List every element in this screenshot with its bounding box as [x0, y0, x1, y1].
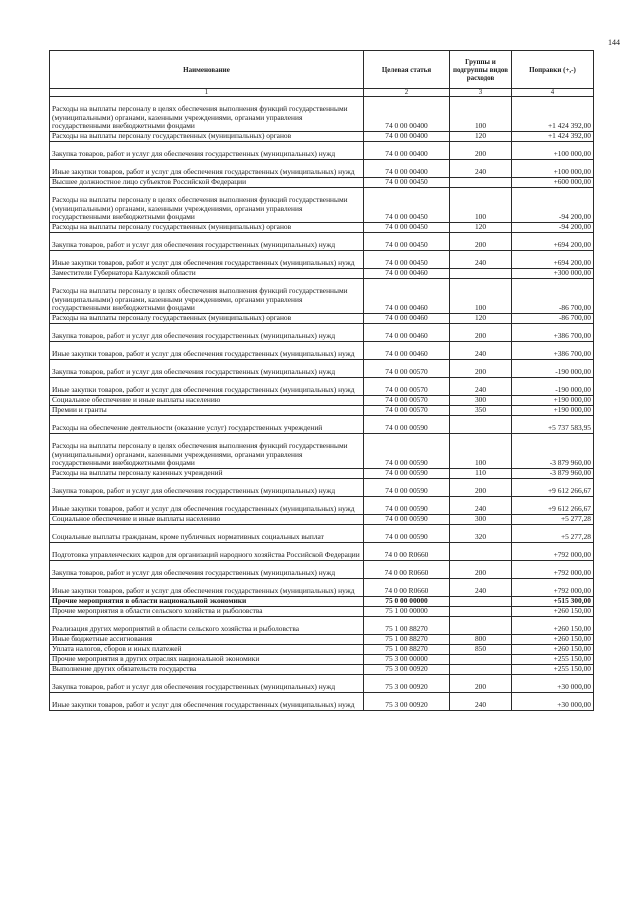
row-target-article: 74 0 00 R0660: [364, 579, 450, 597]
row-expense-group: 120: [450, 223, 512, 233]
row-target-article: 74 0 00 00400: [364, 142, 450, 160]
row-name: Иные закупки товаров, работ и услуг для обеспечения государственных (муниципальных) нужд: [50, 497, 364, 515]
table-row: [50, 665, 594, 675]
row-name: Уплата налогов, сборов и иных платежей: [50, 645, 364, 655]
row-name: Премии и гранты: [50, 406, 364, 416]
table-row: [50, 178, 594, 188]
row-expense-group: 200: [450, 675, 512, 693]
row-name: Расходы на выплаты персоналу в целях обеспечения выполнения функций государственными (муниципальными) органами, казенными учреждениями, органами управления государственными внебюджетными фондами: [50, 279, 364, 314]
row-target-article: 75 1 00 88270: [364, 617, 450, 635]
table-row: [50, 279, 594, 314]
row-amendment-amount: +30 000,00: [512, 675, 594, 693]
row-amendment-amount: +694 200,00: [512, 251, 594, 269]
row-name: Расходы на выплаты персоналу казенных учреждений: [50, 469, 364, 479]
table-row: [50, 97, 594, 132]
row-target-article: 74 0 00 00450: [364, 251, 450, 269]
row-expense-group: 110: [450, 469, 512, 479]
row-name: Расходы на обеспечение деятельности (оказание услуг) государственных учреждений: [50, 416, 364, 434]
column-number: 1: [50, 89, 364, 97]
row-target-article: 74 0 00 00450: [364, 178, 450, 188]
row-target-article: 74 0 00 00590: [364, 469, 450, 479]
row-expense-group: 100: [450, 434, 512, 469]
table-body: [50, 97, 594, 711]
header-row: [50, 51, 594, 89]
row-name: Высшее должностное лицо субъектов Российской Федерации: [50, 178, 364, 188]
row-name: Выполнение других обязательств государства: [50, 665, 364, 675]
row-expense-group: 200: [450, 479, 512, 497]
row-expense-group: 240: [450, 378, 512, 396]
table-row: [50, 416, 594, 434]
row-expense-group: 240: [450, 693, 512, 711]
row-name: Прочие мероприятия в области национальной экономики: [50, 597, 364, 607]
row-expense-group: 300: [450, 396, 512, 406]
row-name: Расходы на выплаты персоналу в целях обеспечения выполнения функций государственными (муниципальными) органами, казенными учреждениями, органами управления государственными внебюджетными фондами: [50, 188, 364, 223]
table-row: [50, 579, 594, 597]
row-target-article: 75 1 00 88270: [364, 635, 450, 645]
header-target-article: Целевая статья: [364, 51, 450, 89]
row-name: Прочие мероприятия в других отраслях национальной экономики: [50, 655, 364, 665]
table-row: [50, 396, 594, 406]
row-name: Иные закупки товаров, работ и услуг для обеспечения государственных (муниципальных) нужд: [50, 693, 364, 711]
row-name: Закупка товаров, работ и услуг для обеспечения государственных (муниципальных) нужд: [50, 142, 364, 160]
row-target-article: 74 0 00 00590: [364, 515, 450, 525]
row-amendment-amount: +9 612 266,67: [512, 479, 594, 497]
row-amendment-amount: +100 000,00: [512, 160, 594, 178]
row-target-article: 75 3 00 00920: [364, 675, 450, 693]
row-name: Иные закупки товаров, работ и услуг для обеспечения государственных (муниципальных) нужд: [50, 579, 364, 597]
table-row: [50, 617, 594, 635]
row-amendment-amount: -3 879 960,00: [512, 434, 594, 469]
row-amendment-amount: +300 000,00: [512, 269, 594, 279]
row-expense-group: 100: [450, 188, 512, 223]
row-name: Социальное обеспечение и иные выплаты населению: [50, 396, 364, 406]
row-amendment-amount: +694 200,00: [512, 233, 594, 251]
row-target-article: 75 3 00 00920: [364, 693, 450, 711]
row-name: Прочие мероприятия в области сельского хозяйства и рыболовства: [50, 607, 364, 617]
page-number: 144: [608, 38, 620, 47]
row-amendment-amount: -86 700,00: [512, 279, 594, 314]
row-amendment-amount: -3 879 960,00: [512, 469, 594, 479]
row-target-article: 74 0 00 00450: [364, 223, 450, 233]
row-target-article: 74 0 00 00460: [364, 342, 450, 360]
row-target-article: 74 0 00 R0660: [364, 543, 450, 561]
row-target-article: 75 3 00 00920: [364, 665, 450, 675]
row-target-article: 74 0 00 00400: [364, 132, 450, 142]
row-amendment-amount: -86 700,00: [512, 314, 594, 324]
column-number: 4: [512, 89, 594, 97]
column-number: 3: [450, 89, 512, 97]
table-row: [50, 342, 594, 360]
table-row: [50, 479, 594, 497]
table-row: [50, 693, 594, 711]
row-name: Иные закупки товаров, работ и услуг для обеспечения государственных (муниципальных) нужд: [50, 378, 364, 396]
row-name: Расходы на выплаты персоналу в целях обеспечения выполнения функций государственными (муниципальными) органами, казенными учреждениями, органами управления государственными внебюджетными фондами: [50, 97, 364, 132]
table-row: [50, 251, 594, 269]
row-target-article: 74 0 00 00450: [364, 233, 450, 251]
row-target-article: 74 0 00 00570: [364, 360, 450, 378]
row-expense-group: 100: [450, 97, 512, 132]
row-expense-group: 240: [450, 579, 512, 597]
row-amendment-amount: -190 000,00: [512, 378, 594, 396]
row-amendment-amount: -94 200,00: [512, 188, 594, 223]
row-target-article: 74 0 00 00590: [364, 434, 450, 469]
row-amendment-amount: +260 150,00: [512, 645, 594, 655]
row-amendment-amount: -190 000,00: [512, 360, 594, 378]
row-amendment-amount: +792 000,00: [512, 561, 594, 579]
table-row: [50, 269, 594, 279]
row-amendment-amount: +792 000,00: [512, 579, 594, 597]
table-row: [50, 645, 594, 655]
row-name: Социальные выплаты гражданам, кроме публичных нормативных социальных выплат: [50, 525, 364, 543]
row-name: Закупка товаров, работ и услуг для обеспечения государственных (муниципальных) нужд: [50, 479, 364, 497]
table-row: [50, 360, 594, 378]
row-expense-group: [450, 269, 512, 279]
row-name: Социальное обеспечение и иные выплаты населению: [50, 515, 364, 525]
row-amendment-amount: +190 000,00: [512, 406, 594, 416]
row-expense-group: 120: [450, 314, 512, 324]
table-row: [50, 561, 594, 579]
table-row: [50, 132, 594, 142]
row-name: Иные закупки товаров, работ и услуг для обеспечения государственных (муниципальных) нужд: [50, 160, 364, 178]
row-expense-group: 200: [450, 561, 512, 579]
row-amendment-amount: +30 000,00: [512, 693, 594, 711]
row-expense-group: 240: [450, 251, 512, 269]
table-row: [50, 324, 594, 342]
table-row: [50, 655, 594, 665]
row-name: Иные бюджетные ассигнования: [50, 635, 364, 645]
row-name: Закупка товаров, работ и услуг для обеспечения государственных (муниципальных) нужд: [50, 324, 364, 342]
row-amendment-amount: +5 737 583,95: [512, 416, 594, 434]
row-target-article: 74 0 00 R0660: [364, 561, 450, 579]
header-name: Наименование: [50, 51, 364, 89]
row-expense-group: 850: [450, 645, 512, 655]
row-amendment-amount: -94 200,00: [512, 223, 594, 233]
row-name: Расходы на выплаты персоналу государственных (муниципальных) органов: [50, 223, 364, 233]
row-target-article: 74 0 00 00590: [364, 497, 450, 515]
row-expense-group: [450, 597, 512, 607]
row-amendment-amount: +386 700,00: [512, 342, 594, 360]
row-name: Расходы на выплаты персоналу государственных (муниципальных) органов: [50, 314, 364, 324]
table-row: [50, 434, 594, 469]
row-amendment-amount: +1 424 392,00: [512, 132, 594, 142]
column-number-row: [50, 89, 594, 97]
row-expense-group: 800: [450, 635, 512, 645]
row-name: Расходы на выплаты персоналу государственных (муниципальных) органов: [50, 132, 364, 142]
row-expense-group: [450, 543, 512, 561]
row-expense-group: [450, 416, 512, 434]
table-row: [50, 497, 594, 515]
row-expense-group: 120: [450, 132, 512, 142]
table-row: [50, 378, 594, 396]
row-amendment-amount: +260 150,00: [512, 617, 594, 635]
row-expense-group: [450, 617, 512, 635]
row-target-article: 74 0 00 00450: [364, 188, 450, 223]
row-name: Закупка товаров, работ и услуг для обеспечения государственных (муниципальных) нужд: [50, 360, 364, 378]
row-expense-group: [450, 665, 512, 675]
row-target-article: 74 0 00 00400: [364, 97, 450, 132]
table-row: [50, 635, 594, 645]
row-expense-group: 240: [450, 497, 512, 515]
row-expense-group: [450, 607, 512, 617]
row-expense-group: 320: [450, 525, 512, 543]
table-row: [50, 469, 594, 479]
row-target-article: 75 1 00 88270: [364, 645, 450, 655]
row-target-article: 74 0 00 00570: [364, 378, 450, 396]
table-row: [50, 515, 594, 525]
row-target-article: 74 0 00 00400: [364, 160, 450, 178]
row-name: Закупка товаров, работ и услуг для обеспечения государственных (муниципальных) нужд: [50, 675, 364, 693]
row-target-article: 74 0 00 00590: [364, 525, 450, 543]
row-amendment-amount: +260 150,00: [512, 607, 594, 617]
table-row: [50, 607, 594, 617]
row-expense-group: 240: [450, 160, 512, 178]
row-amendment-amount: +600 000,00: [512, 178, 594, 188]
row-target-article: 75 1 00 00000: [364, 607, 450, 617]
row-amendment-amount: +1 424 392,00: [512, 97, 594, 132]
table-row: [50, 233, 594, 251]
row-amendment-amount: +255 150,00: [512, 665, 594, 675]
row-name: Иные закупки товаров, работ и услуг для обеспечения государственных (муниципальных) нужд: [50, 342, 364, 360]
row-target-article: 74 0 00 00460: [364, 324, 450, 342]
row-expense-group: 200: [450, 324, 512, 342]
row-name: Заместители Губернатора Калужской области: [50, 269, 364, 279]
header-amendment: Поправки (+,-): [512, 51, 594, 89]
row-expense-group: 350: [450, 406, 512, 416]
row-amendment-amount: +190 000,00: [512, 396, 594, 406]
row-target-article: 74 0 00 00460: [364, 269, 450, 279]
row-target-article: 74 0 00 00570: [364, 396, 450, 406]
table-row: [50, 160, 594, 178]
row-amendment-amount: +9 612 266,67: [512, 497, 594, 515]
row-name: Реализация других мероприятий в области сельского хозяйства и рыболовства: [50, 617, 364, 635]
row-name: Закупка товаров, работ и услуг для обеспечения государственных (муниципальных) нужд: [50, 561, 364, 579]
row-name: Подготовка управленческих кадров для организаций народного хозяйства Российской Федерации: [50, 543, 364, 561]
row-expense-group: 100: [450, 279, 512, 314]
row-target-article: 75 0 00 00000: [364, 597, 450, 607]
row-amendment-amount: +255 150,00: [512, 655, 594, 665]
row-target-article: 74 0 00 00590: [364, 416, 450, 434]
table-row: [50, 597, 594, 607]
row-name: Иные закупки товаров, работ и услуг для обеспечения государственных (муниципальных) нужд: [50, 251, 364, 269]
row-amendment-amount: +5 277,28: [512, 515, 594, 525]
table-row: [50, 543, 594, 561]
row-amendment-amount: +5 277,28: [512, 525, 594, 543]
table-row: [50, 406, 594, 416]
column-number: 2: [364, 89, 450, 97]
row-amendment-amount: +515 300,00: [512, 597, 594, 607]
row-name: Закупка товаров, работ и услуг для обеспечения государственных (муниципальных) нужд: [50, 233, 364, 251]
row-target-article: 75 3 00 00000: [364, 655, 450, 665]
row-expense-group: 200: [450, 142, 512, 160]
table-row: [50, 188, 594, 223]
row-expense-group: 200: [450, 360, 512, 378]
row-target-article: 74 0 00 00590: [364, 479, 450, 497]
table-row: [50, 675, 594, 693]
row-amendment-amount: +100 000,00: [512, 142, 594, 160]
row-amendment-amount: +792 000,00: [512, 543, 594, 561]
row-amendment-amount: +386 700,00: [512, 324, 594, 342]
row-target-article: 74 0 00 00460: [364, 314, 450, 324]
table-row: [50, 142, 594, 160]
header-expense-group: Группы и подгруппы видов расходов: [450, 51, 512, 89]
table-row: [50, 223, 594, 233]
row-target-article: 74 0 00 00570: [364, 406, 450, 416]
row-name: Расходы на выплаты персоналу в целях обеспечения выполнения функций государственными (муниципальными) органами, казенными учреждениями, органами управления государственными внебюджетными фондами: [50, 434, 364, 469]
row-expense-group: [450, 655, 512, 665]
table-row: [50, 525, 594, 543]
budget-amendments-table: [49, 50, 594, 711]
row-target-article: 74 0 00 00460: [364, 279, 450, 314]
row-expense-group: 300: [450, 515, 512, 525]
table-row: [50, 314, 594, 324]
row-expense-group: [450, 178, 512, 188]
row-expense-group: 240: [450, 342, 512, 360]
row-amendment-amount: +260 150,00: [512, 635, 594, 645]
row-expense-group: 200: [450, 233, 512, 251]
